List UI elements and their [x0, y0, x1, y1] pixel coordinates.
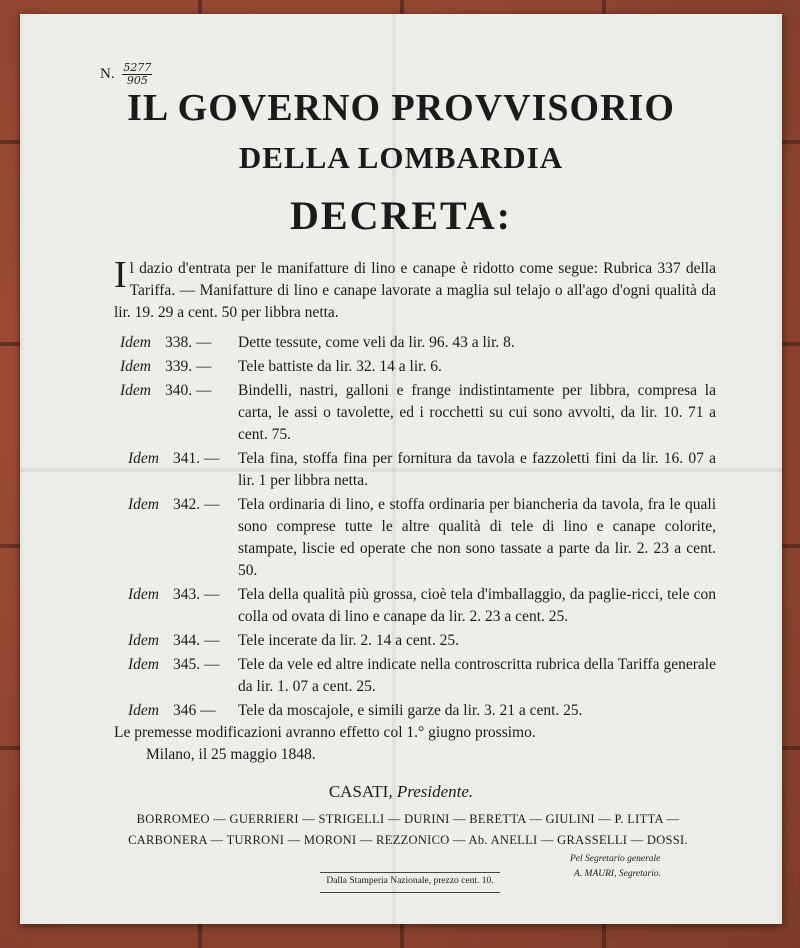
tariff-item	[114, 584, 716, 628]
item-text: Dette tessute, come veli da lir. 96. 43 a lir. 8.	[238, 334, 515, 351]
tariff-item	[114, 654, 716, 698]
title-line-2: DELLA LOMBARDIA	[238, 140, 564, 175]
printer-imprint: Dalla Stamperia Nazionale, prezzo cent. 10.	[326, 876, 494, 886]
item-text: Tele battiste da lir. 32. 14 a lir. 6.	[238, 358, 442, 375]
item-label	[114, 356, 238, 378]
signers-line-2: CARBONERA — TURRONI — MORONI — REZZONICO — Ab. ANELLI — GRASSELLI — DOSSI.	[128, 833, 688, 847]
item-idem: Idem	[128, 450, 159, 467]
title-decreta: DECRETA:	[290, 193, 512, 238]
president	[20, 782, 782, 802]
president-title: Presidente.	[396, 782, 474, 801]
title-line-1: IL GOVERNO PROVVISORIO	[127, 87, 675, 129]
decree-body	[114, 254, 716, 766]
tariff-item	[114, 700, 716, 722]
tariff-item	[114, 380, 716, 446]
president-name: CASATI,	[328, 782, 393, 801]
tariff-item	[114, 332, 716, 354]
signers	[98, 809, 718, 851]
item-rubric-number: 345. —	[173, 656, 220, 673]
item-text: Tele da moscajole, e simili garze da lir. 3. 21 a cent. 25.	[238, 702, 583, 719]
item-text: Tele incerate da lir. 2. 14 a cent. 25.	[238, 632, 459, 649]
closing-text: Le premesse modificazioni avranno effetto col 1.° giugno prossimo.	[114, 724, 536, 741]
item-label	[114, 332, 238, 354]
tariff-item	[114, 494, 716, 582]
item-text: Tela fina, stoffa fina per fornitura da tavola e fazzoletti fini da lir. 16. 07 a lir. 1 per libbra netta.	[238, 450, 716, 489]
item-rubric-number: 340. —	[165, 382, 212, 399]
item-label	[114, 700, 238, 722]
item-rubric-number: 338. —	[165, 334, 212, 351]
secretary-block	[570, 852, 750, 882]
item-label	[114, 494, 238, 582]
item-idem: Idem	[128, 586, 159, 603]
signers-line-1: BORROMEO — GUERRIERI — STRIGELLI — DURINI — BERETTA — GIULINI — P. LITTA —	[136, 812, 680, 826]
item-text: Tela della qualità più grossa, cioè tela d'imballaggio, da paglie-ricci, tele con colla od ovata di lino e canape da lir. 2. 23 a cent. 25.	[238, 586, 716, 625]
number-top: 5277	[123, 61, 152, 74]
number-bottom: 905	[126, 74, 148, 87]
item-idem: Idem	[120, 334, 151, 351]
tariff-items	[114, 332, 716, 722]
place-date: Milano, il 25 maggio 1848.	[146, 746, 316, 763]
item-text: Bindelli, nastri, galloni e frange indistintamente per libbra, compresa la carta, le assi o tavolette, ed i rocchetti su cui sono avvolti, da lir. 10. 71 a cent. 75.	[238, 382, 716, 443]
item-label	[114, 630, 238, 652]
printer-rule-bottom	[320, 892, 500, 893]
item-idem: Idem	[128, 702, 159, 719]
item-label	[114, 448, 238, 492]
item-idem: Idem	[120, 358, 151, 375]
item-rubric-number: 346 —	[173, 702, 216, 719]
item-idem: Idem	[120, 382, 151, 399]
number-prefix: N.	[100, 65, 115, 82]
item-label	[114, 654, 238, 698]
decree-poster	[20, 14, 782, 924]
item-idem: Idem	[128, 496, 159, 513]
printer-rule-top	[320, 872, 500, 873]
drop-cap: I	[114, 254, 127, 296]
secretary-line-1: Pel Segretario generale	[570, 854, 661, 864]
secretary-line-2: A. MAURI, Segretario.	[574, 869, 661, 879]
item-rubric-number: 343. —	[173, 586, 220, 603]
item-label	[114, 584, 238, 628]
item-idem: Idem	[128, 656, 159, 673]
intro-text: l dazio d'entrata per le manifatture di lino e canape è ridotto come segue: Rubrica 337 della Tariffa. — Manifatture di lino e canape lavorate a maglia sul telajo o all'ago d'ogni qualità da lir. 19. 29 a cent. 50 per libbra netta.	[114, 260, 716, 321]
item-text: Tele da vele ed altre indicate nella controscritta rubrica della Tariffa generale da lir. 1. 07 a cent. 25.	[238, 656, 716, 695]
intro-paragraph	[114, 254, 716, 324]
item-text: Tela ordinaria di lino, e stoffa ordinaria per biancheria da tavola, fra le quali sono comprese tutte le altre qualità di tele di lino e canape colorite, stampate, liscie ed operate che non sono tassate a parte da lir. 2. 23 a cent. 50.	[238, 496, 716, 579]
item-rubric-number: 339. —	[165, 358, 212, 375]
item-rubric-number: 344. —	[173, 632, 220, 649]
number-fraction	[122, 62, 152, 87]
tariff-item	[114, 356, 716, 378]
tariff-item	[114, 630, 716, 652]
item-idem: Idem	[128, 632, 159, 649]
item-rubric-number: 342. —	[173, 496, 220, 513]
tariff-item	[114, 448, 716, 492]
item-rubric-number: 341. —	[173, 450, 220, 467]
item-label	[114, 380, 238, 446]
document-number	[100, 62, 152, 87]
